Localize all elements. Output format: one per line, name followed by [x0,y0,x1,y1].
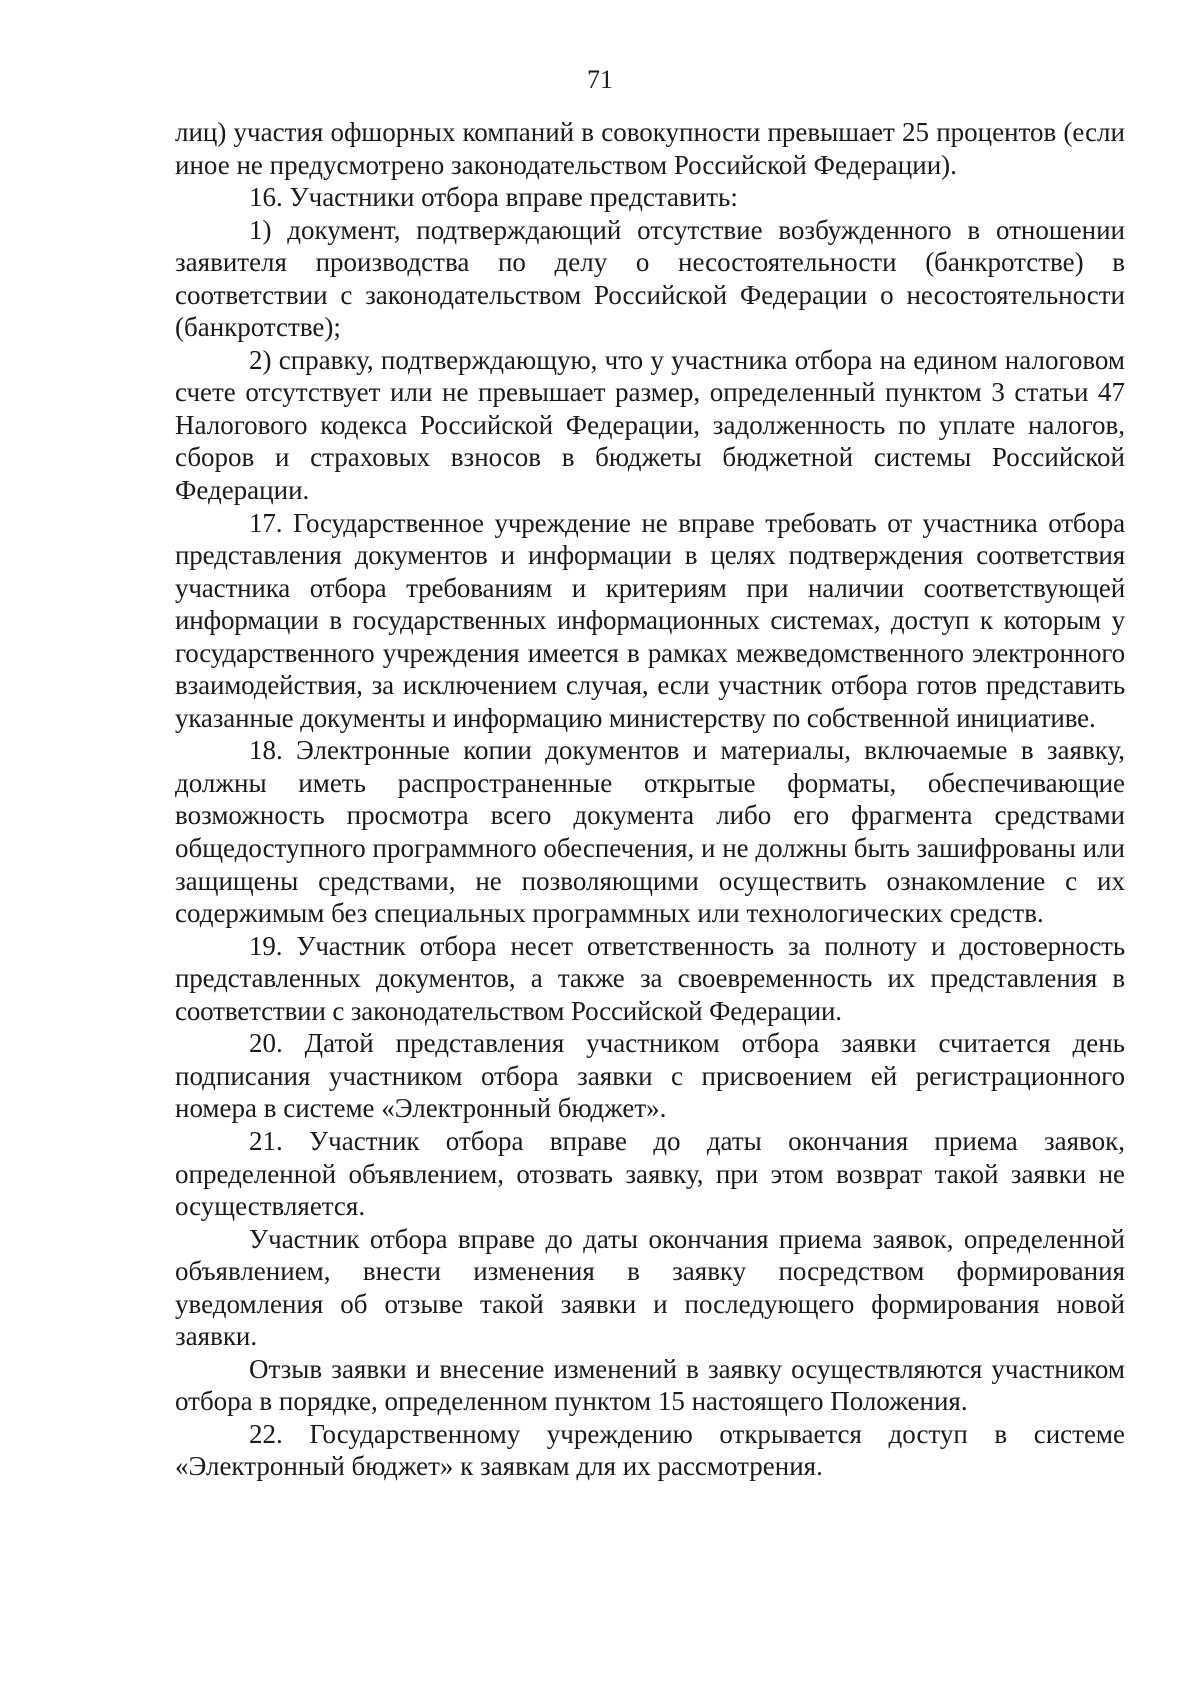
paragraph-18: 18. Электронные копии документов и материалы, включаемые в заявку, должны иметь распространенные открытые форматы, обеспечивающие возможность просмотра всего документа либо его фрагмента средствами общедоступного программного обеспечения, и не должны быть зашифрованы или защищены средствами, не позволяющими осуществить ознакомление с их содержимым без специальных программных или технологических средств. [175,735,1125,929]
paragraph-16: 16. Участники отбора вправе представить: [249,182,738,213]
paragraph-20: 20. Датой представления участником отбора заявки считается день подписания участником отбора заявки с присвоением ей регистрационного номера в системе «Электронный бюджет». [175,1028,1125,1124]
paragraph-22: 22. Государственному учреждению открывается доступ в системе «Электронный бюджет» к заявкам для их рассмотрения. [175,1418,1125,1482]
paragraph-continuation: лиц) участия офшорных компаний в совокупности превышает 25 процентов (если иное не предусмотрено законодательством Российской Федерации). [175,117,1125,180]
paragraph-16-item-2: 2) справку, подтверждающую, что у участника отбора на едином налоговом счете отсутствует или не превышает размер, определенный пунктом 3 статьи 47 Налогового кодекса Российской Федерации, задолженность по уплате налогов, сборов и страховых взносов в бюджеты бюджетной системы Российской Федерации. [175,344,1125,506]
paragraph-19: 19. Участник отбора несет ответственность за полноту и достоверность представленных документов, а также за своевременность их представления в соответствии с законодательством Российской Федерации. [175,930,1125,1026]
paragraph-21-part-3: Отзыв заявки и внесение изменений в заявку осуществляются участником отбора в порядке, определенном пунктом 15 настоящего Положения. [175,1353,1125,1417]
paragraph-16-item-1: 1) документ, подтверждающий отсутствие возбужденного в отношении заявителя производства по делу о несостоятельности (банкротстве) в соответствии с законодательством Российской Федерации о несостоятельности (банкротстве); [175,214,1125,343]
paragraph-21: 21. Участник отбора вправе до даты окончания приема заявок, определенной объявлением, отозвать заявку, при этом возврат такой заявки не осуществляется. [175,1125,1125,1222]
paragraph-21-part-2: Участник отбора вправе до даты окончания приема заявок, определенной объявлением, внести изменения в заявку посредством формирования уведомления об отзыве такой заявки и последующего формирования новой заявки. [175,1223,1125,1352]
document-body [175,116,1125,1483]
paragraph-17: 17. Государственное учреждение не вправе требовать от участника отбора представления документов и информации в целях подтверждения соответствия участника отбора требованиям и критериям при наличии соответствующей информации в государственных информационных системах, доступ к которым у государственного учреждения имеется в рамках межведомственного электронного взаимодействия, за исключением случая, если участник отбора готов представить указанные документы и информацию министерству по собственной инициативе. [175,507,1125,733]
page-number: 71 [587,65,613,94]
